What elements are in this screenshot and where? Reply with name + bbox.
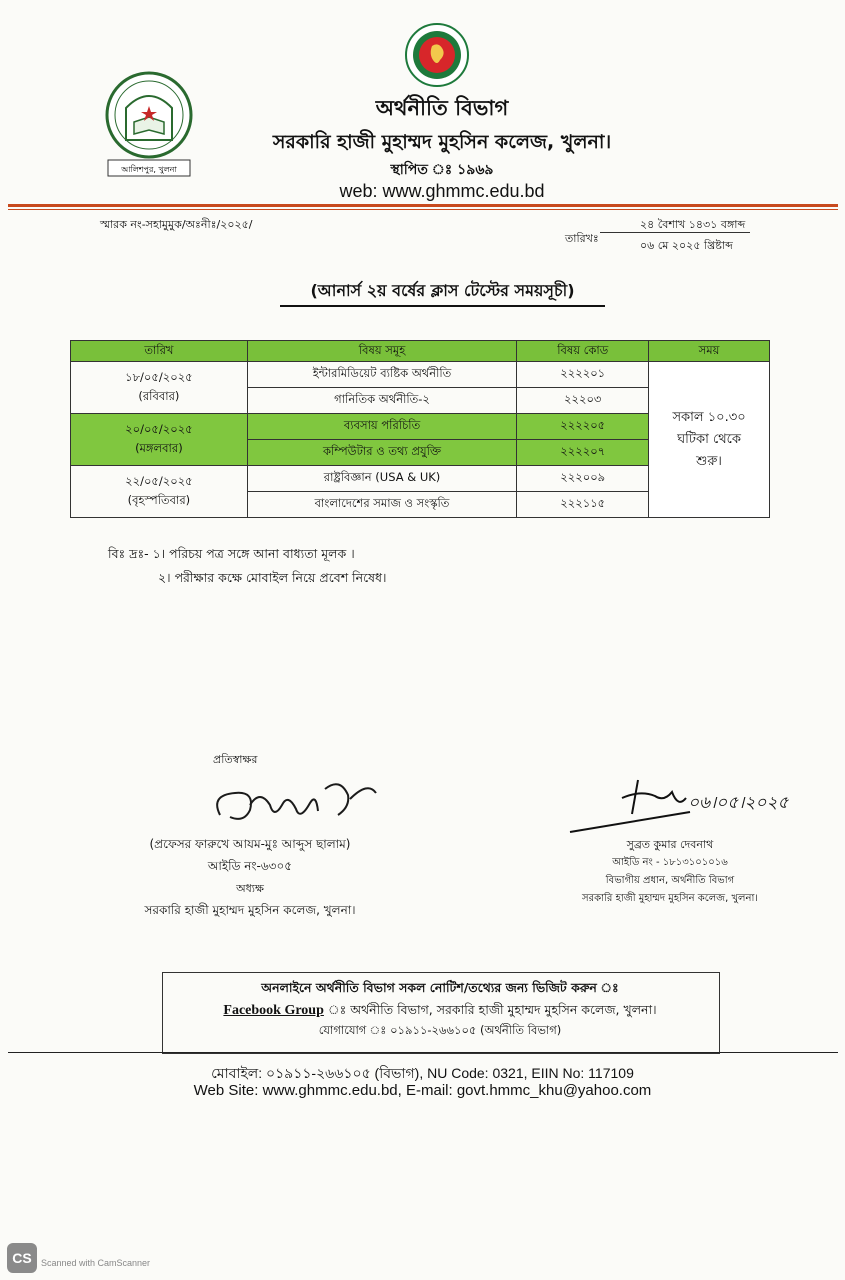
date-divider bbox=[600, 232, 750, 233]
camscanner-logo: CS bbox=[7, 1243, 37, 1273]
header-divider-thin bbox=[8, 209, 838, 210]
table-row bbox=[71, 362, 770, 388]
date-cell bbox=[71, 362, 248, 414]
college-name: সরকারি হাজী মুহাম্মদ মুহসিন কলেজ, খুলনা। bbox=[272, 131, 612, 153]
head-id: আইডি নং - ১৮১৩১০১০১৬ bbox=[612, 857, 728, 868]
exam-date: ২২/০৫/২০২৫ bbox=[125, 473, 193, 488]
code-cell: ২২২২০৭ bbox=[517, 440, 649, 466]
contact-line: যোগাযোগ ঃ ০১৯১১-২৬৬১০৫ (অর্থনীতি বিভাগ) bbox=[318, 1023, 562, 1037]
facebook-group-line bbox=[162, 1002, 718, 1022]
principal-id: আইডি নং-৬৩০৫ bbox=[207, 859, 293, 873]
exam-day: (রবিবার) bbox=[138, 388, 180, 403]
countersign-label: প্রতিস্বাক্ষর bbox=[213, 753, 258, 766]
head-college: সরকারি হাজী মুহাম্মদ মুহসিন কলেজ, খুলনা। bbox=[582, 893, 758, 904]
footer-divider bbox=[8, 1052, 838, 1053]
subject-cell: ইন্টারমিডিয়েট ব্যষ্টিক অর্থনীতি bbox=[247, 362, 517, 388]
footer-contact: মোবাইল: ০১৯১১-২৬৬১০৫ (বিভাগ), NU Code: 0321, EIIN No: 117109 bbox=[211, 1065, 634, 1081]
time-cell bbox=[649, 362, 770, 518]
table-header-row bbox=[71, 341, 770, 362]
government-seal bbox=[404, 22, 470, 88]
subject-cell: গানিতিক অর্থনীতি-২ bbox=[247, 388, 517, 414]
principal-name: (প্রফেসর ফারুখে আযম-মুঃ আব্দুস ছালাম) bbox=[149, 837, 351, 851]
principal-role: অধ্যক্ষ bbox=[236, 882, 264, 895]
memo-reference: স্মারক নং-সহামুমুক/অঃনীঃ/২০২৫/ bbox=[100, 218, 253, 231]
header-code: বিষয় কোড bbox=[517, 341, 649, 362]
code-cell: ২২২২০১ bbox=[517, 362, 649, 388]
principal-signature bbox=[200, 775, 390, 835]
signature-date: ০৬।০৫।২০২৫ bbox=[688, 793, 789, 813]
footer-web: Web Site: www.ghmmc.edu.bd, E-mail: govt.hmmc_khu@yahoo.com bbox=[193, 1082, 652, 1099]
established-year: স্থাপিত ঃ ১৯৬৯ bbox=[390, 162, 494, 178]
logo-left-text: আলিশপুর, খুলনা bbox=[121, 165, 177, 174]
camscanner-watermark: Scanned with CamScanner bbox=[41, 1258, 151, 1268]
exam-date: ২০/০৫/২০২৫ bbox=[125, 421, 193, 436]
header-time: সময় bbox=[649, 341, 770, 362]
facebook-group-text: ঃ অর্থনীতি বিভাগ, সরকারি হাজী মুহাম্মদ মুহসিন কলেজ, খুলনা। bbox=[323, 1002, 657, 1017]
schedule-table bbox=[70, 340, 770, 518]
time-line: শুরু। bbox=[696, 453, 722, 469]
header-website: web: www.ghmmc.edu.bd bbox=[339, 181, 545, 201]
date-label: তারিখঃ bbox=[565, 232, 599, 245]
date-bangla: ২৪ বৈশাখ ১৪৩১ বঙ্গাব্দ bbox=[640, 218, 746, 231]
head-role: বিভাগীয় প্রধান, অর্থনীতি বিভাগ bbox=[605, 875, 735, 886]
code-cell: ২২২২০৫ bbox=[517, 414, 649, 440]
department-title: অর্থনীতি বিভাগ bbox=[375, 96, 509, 120]
header-subjects: বিষয় সমূহ bbox=[247, 341, 517, 362]
subject-cell: রাষ্ট্রবিজ্ঞান (USA & UK) bbox=[247, 466, 517, 492]
code-cell: ২২২০০৯ bbox=[517, 466, 649, 492]
online-info-line: অনলাইনে অর্থনীতি বিভাগ সকল নোটিশ/তথ্যের জন্য ভিজিট করুন ঃ bbox=[261, 980, 619, 995]
date-english: ০৬ মে ২০২৫ খ্রিষ্টাব্দ bbox=[640, 239, 733, 252]
date-cell bbox=[71, 466, 248, 518]
time-line: ঘটিকা থেকে bbox=[677, 431, 741, 447]
time-line: সকাল ১০.৩০ bbox=[672, 409, 746, 425]
college-logo bbox=[104, 70, 194, 180]
head-name: সুব্রত কুমার দেবনাথ bbox=[626, 838, 714, 851]
head-signature bbox=[560, 768, 790, 838]
code-cell: ২২২০৩ bbox=[517, 388, 649, 414]
subject-cell: বাংলাদেশের সমাজ ও সংস্কৃতি bbox=[247, 492, 517, 518]
exam-day: (বৃহস্পতিবার) bbox=[127, 492, 191, 507]
note-line: ২। পরীক্ষার কক্ষে মোবাইল নিয়ে প্রবেশ নিষেধ। bbox=[158, 570, 387, 585]
header-date: তারিখ bbox=[71, 341, 248, 362]
header-divider bbox=[8, 204, 838, 207]
schedule-heading: (আনার্স ২য় বর্ষের ক্লাস টেস্টের সময়সূচী) bbox=[280, 277, 605, 307]
exam-day: (মঙ্গলবার) bbox=[135, 440, 183, 455]
note-line: বিঃ দ্রঃ- ১। পরিচয় পত্র সঙ্গে আনা বাধ্যতা মূলক । bbox=[108, 546, 355, 561]
code-cell: ২২২১১৫ bbox=[517, 492, 649, 518]
facebook-group-link[interactable]: Facebook Group bbox=[223, 1003, 324, 1018]
subject-cell: কম্পিউটার ও তথ্য প্রযুক্তি bbox=[247, 440, 517, 466]
subject-cell: ব্যবসায় পরিচিতি bbox=[247, 414, 517, 440]
exam-date: ১৮/০৫/২০২৫ bbox=[125, 369, 193, 384]
date-cell bbox=[71, 414, 248, 466]
principal-college: সরকারি হাজী মুহাম্মদ মুহসিন কলেজ, খুলনা। bbox=[144, 903, 356, 917]
